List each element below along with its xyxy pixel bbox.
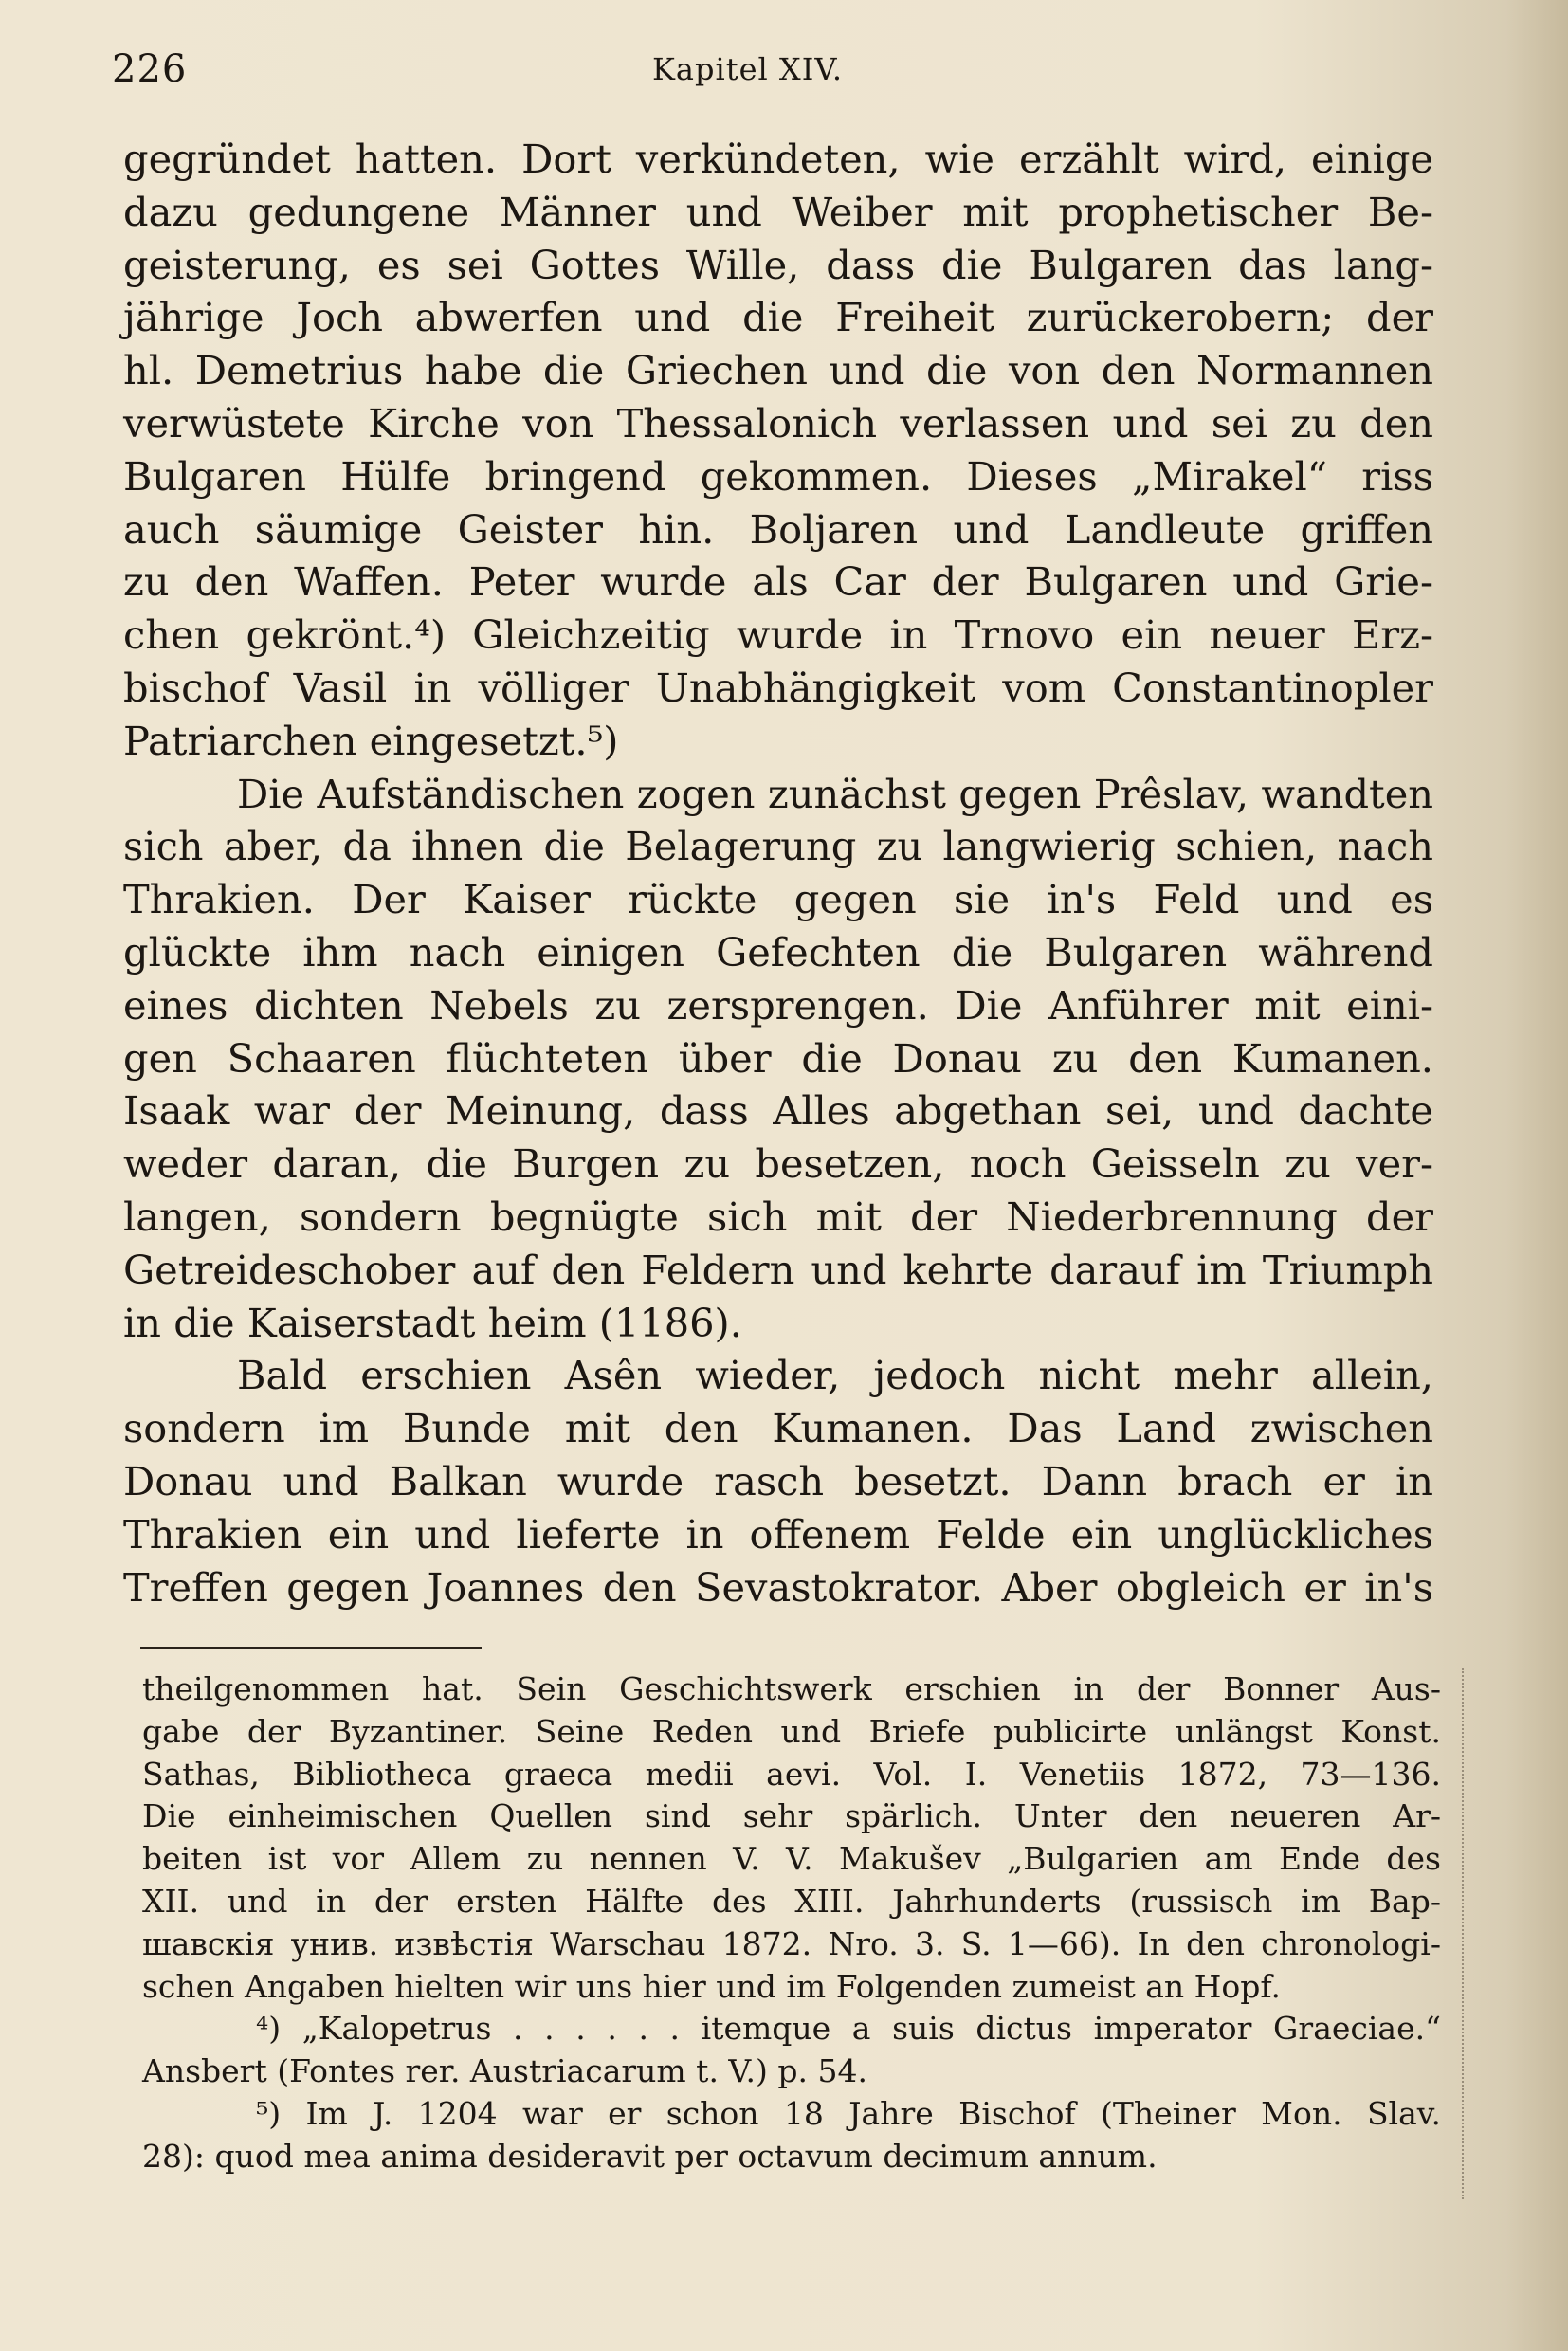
text-line: hl. Demetrius habe die Griechen und die von den Normannen xyxy=(123,347,1433,394)
footnote-line: beiten ist vor Allem zu nennen V. V. Makušev „Bulgarien am Ende des xyxy=(142,1840,1441,1878)
text-line: jährige Joch abwerfen und die Freiheit zurückerobern; der xyxy=(123,294,1433,341)
text-line: weder daran, die Burgen zu besetzen, noch Geisseln zu ver- xyxy=(123,1140,1433,1188)
text-line: bischof Vasil in völliger Unabhängigkeit vom Constantinopler xyxy=(123,664,1433,711)
text-line: Donau und Balkan wurde rasch besetzt. Dann brach er in xyxy=(123,1457,1433,1504)
footnote-line: schen Angaben hielten wir uns hier und im Folgenden zumeist an Hopf. xyxy=(142,1967,1281,2005)
text-line: Patriarchen eingesetzt.⁵) xyxy=(123,717,619,764)
text-line: sondern im Bunde mit den Kumanen. Das Land zwischen xyxy=(123,1405,1433,1452)
text-line: gegründet hatten. Dort verkündeten, wie erzählt wird, einige xyxy=(123,136,1433,182)
main-text xyxy=(123,133,1433,1613)
text-line: dazu gedungene Männer und Weiber mit prophetischer Be- xyxy=(123,188,1433,235)
footnote-5: ⁵) Im J. 1204 war er schon 18 Jahre Bischof (Theiner Mon. Slav. xyxy=(256,2094,1441,2132)
page-edge-shadow xyxy=(1462,1668,1469,2199)
text-line: chen gekrönt.⁴) Gleichzeitig wurde in Trnovo ein neuer Erz- xyxy=(123,611,1433,659)
text-line: auch säumige Geister hin. Boljaren und Landleute griffen xyxy=(123,505,1433,553)
text-line: eines dichten Nebels zu zersprengen. Die Anführer mit eini- xyxy=(123,981,1433,1029)
footnote-line: XII. und in der ersten Hälfte des XIII. Jahrhunderts (russisch im Вар- xyxy=(142,1882,1441,1920)
footnote-line: Die einheimischen Quellen sind sehr spärlich. Unter den neueren Ar- xyxy=(142,1797,1441,1835)
text-line: Thrakien. Der Kaiser rückte gegen sie in's Feld und es xyxy=(123,876,1433,923)
text-line: Thrakien ein und lieferte in offenem Felde ein unglückliches xyxy=(123,1510,1433,1558)
text-line: Isaak war der Meinung, dass Alles abgethan sei, und dachte xyxy=(123,1087,1433,1135)
paragraph-3 xyxy=(123,1349,1433,1613)
text-line: in die Kaiserstadt heim (1186). xyxy=(123,1299,742,1346)
footnote-line: theilgenommen hat. Sein Geschichtswerk erschien in der Bonner Aus- xyxy=(142,1670,1441,1707)
footnote-line: gabe der Byzantiner. Seine Reden und Briefe publicirte unlängst Konst. xyxy=(142,1712,1441,1750)
text-line: Die Aufständischen zogen zunächst gegen Prêslav, wandten xyxy=(237,770,1433,817)
paragraph-2 xyxy=(123,768,1433,1350)
footnote-line: Sathas, Bibliotheca graeca medii aevi. Vol. I. Venetiis 1872, 73—136. xyxy=(142,1755,1441,1793)
text-line: langen, sondern begnügte sich mit der Niederbrennung der xyxy=(123,1193,1433,1240)
text-line: glückte ihm nach einigen Gefechten die Bulgaren während xyxy=(123,928,1433,975)
text-line: gen Schaaren flüchteten über die Donau zu den Kumanen. xyxy=(123,1034,1433,1082)
text-line: zu den Waffen. Peter wurde als Car der Bulgaren und Grie- xyxy=(123,558,1433,606)
page-number: 226 xyxy=(112,47,188,91)
paragraph-1 xyxy=(123,133,1433,768)
footnote-divider xyxy=(140,1647,482,1649)
text-line: geisterung, es sei Gottes Wille, dass die Bulgaren das lang- xyxy=(123,241,1433,288)
page-header xyxy=(112,47,1450,104)
footnote-line: 28): quod mea anima desideravit per octavum decimum annum. xyxy=(142,2137,1158,2175)
footnotes xyxy=(142,1668,1441,2178)
text-line: Treffen gegen Joannes den Sevastokrator. Aber obgleich er in's xyxy=(123,1563,1433,1611)
text-line: sich aber, da ihnen die Belagerung zu langwierig schien, nach xyxy=(123,823,1433,870)
text-line: Bald erschien Asên wieder, jedoch nicht mehr allein, xyxy=(237,1352,1433,1399)
footnote-line: шавскія унив. извѣстія Warschau 1872. Nro. 3. S. 1—66). In den chronologi- xyxy=(142,1924,1441,1962)
text-line: Getreideschober auf den Feldern und kehrte darauf im Triumph xyxy=(123,1246,1433,1293)
footnote-4: ⁴) „Kalopetrus . . . . . . itemque a suis dictus imperator Graeciae.“ xyxy=(256,2010,1441,2048)
running-head: Kapitel XIV. xyxy=(652,51,844,87)
text-line: verwüstete Kirche von Thessalonich verlassen und sei zu den xyxy=(123,399,1433,447)
text-line: Bulgaren Hülfe bringend gekommen. Dieses „Mirakel“ riss xyxy=(123,452,1433,500)
footnote-line: Ansbert (Fontes rer. Austriacarum t. V.) p. 54. xyxy=(142,2052,867,2090)
